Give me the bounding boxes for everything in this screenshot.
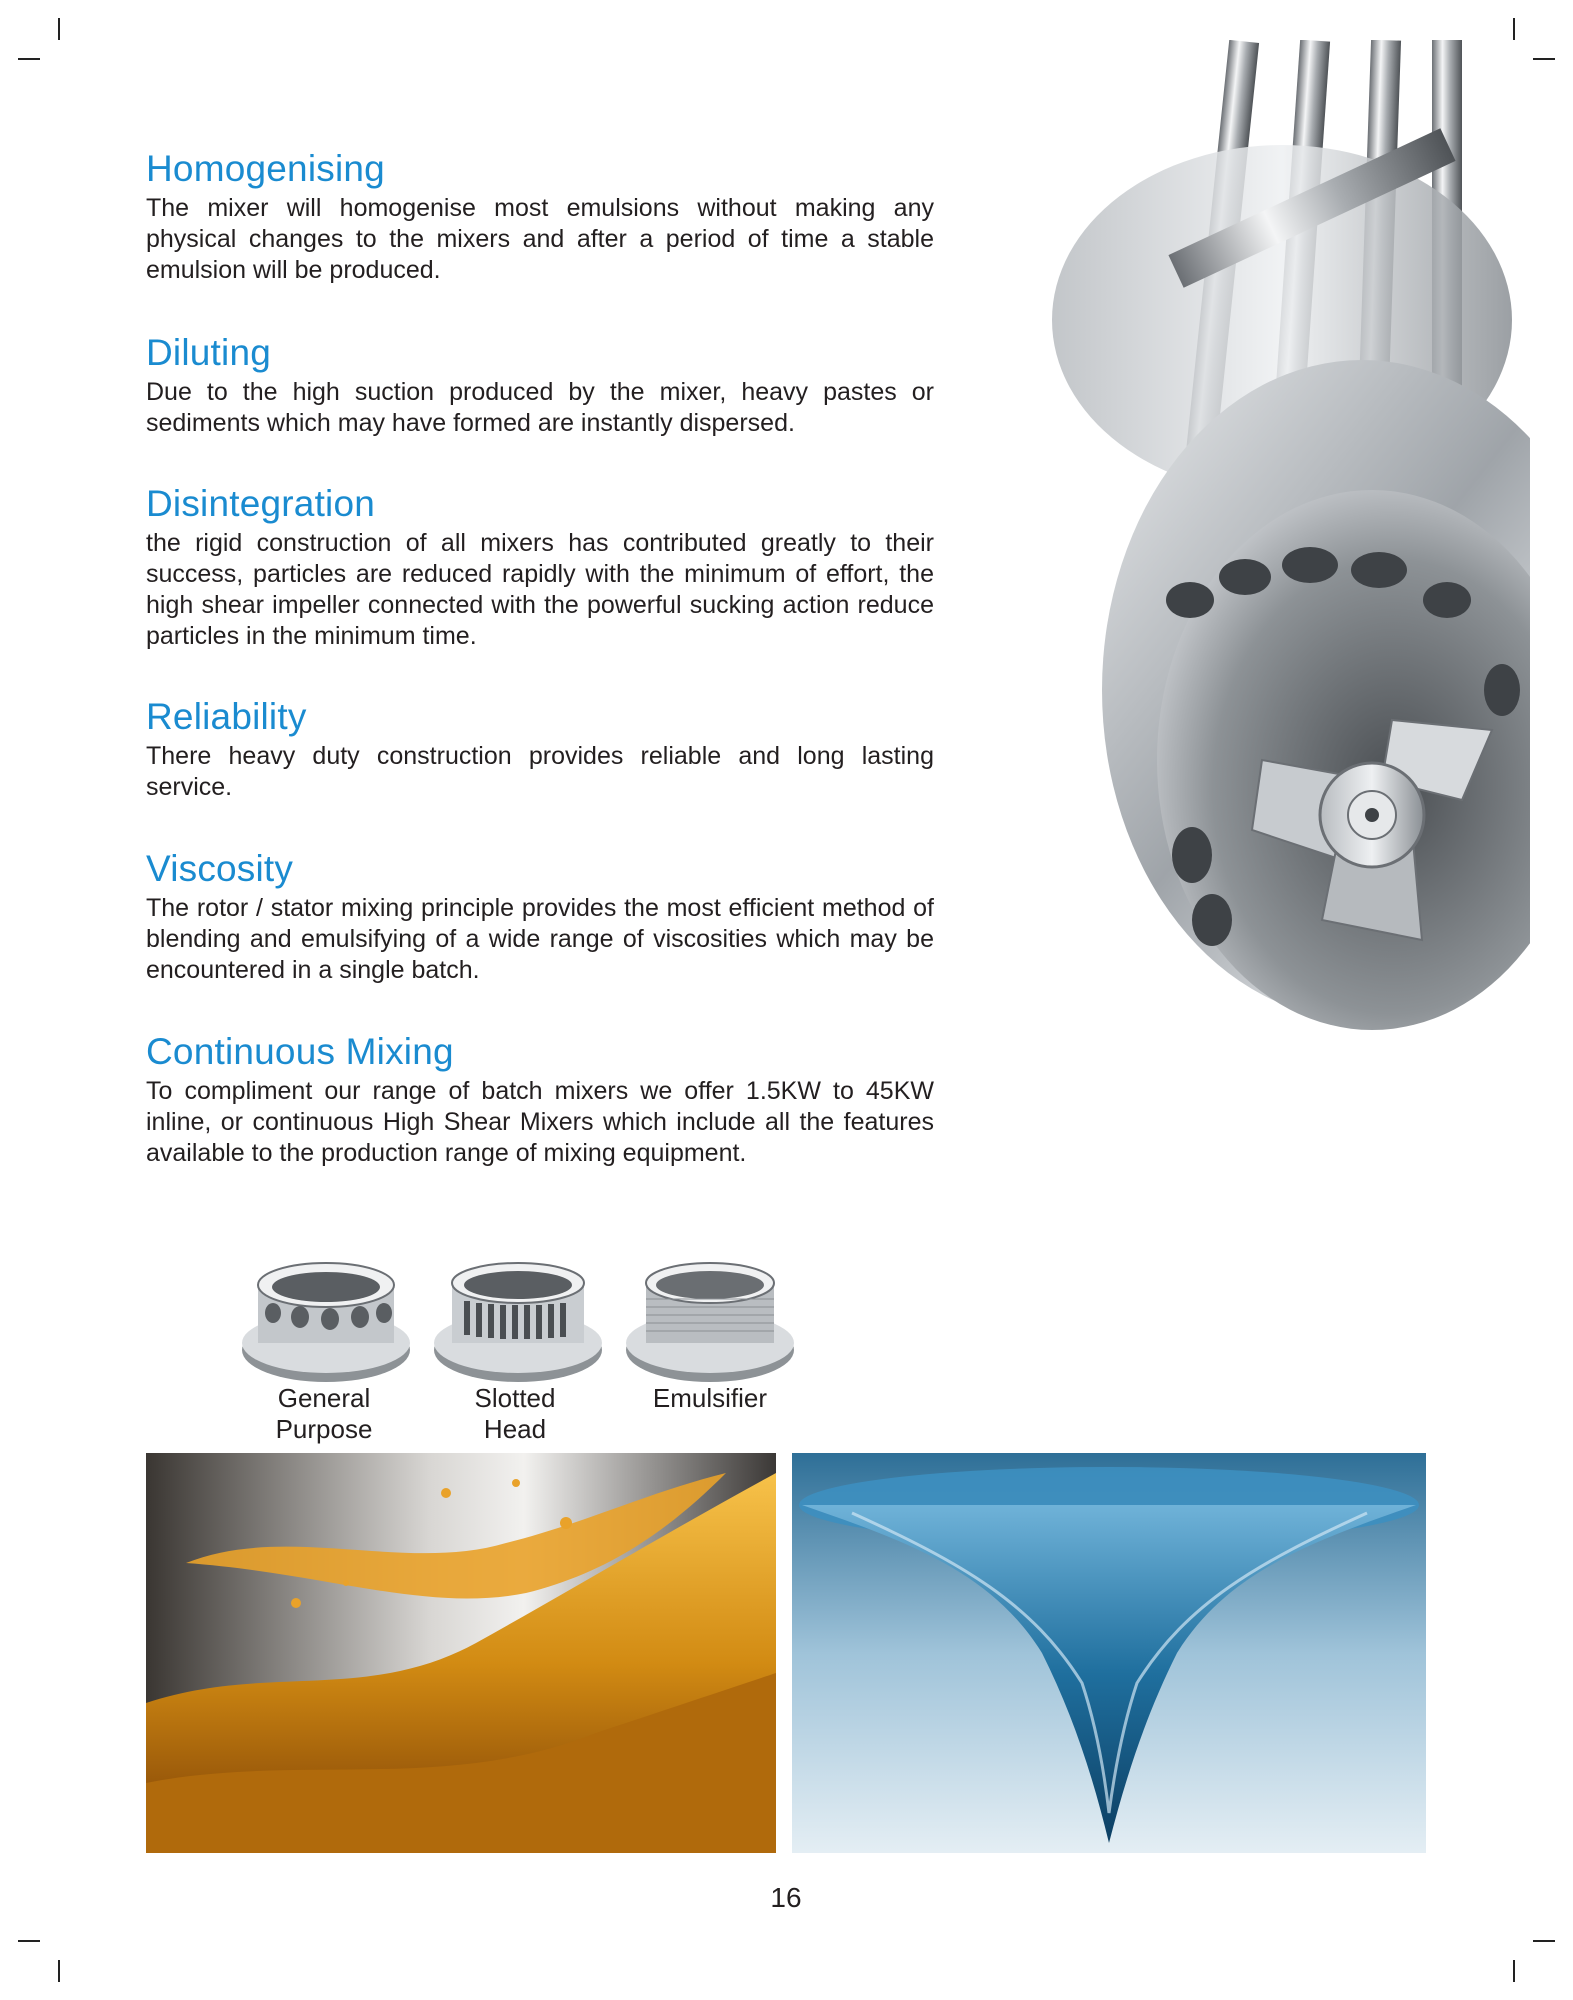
label-line: Slotted <box>474 1383 556 1413</box>
crop-mark <box>1513 1960 1515 1982</box>
section-reliability <box>146 697 934 803</box>
section-homogenising <box>146 149 934 286</box>
section-body: There heavy duty construction provides reliable and long lasting service. <box>146 742 934 801</box>
section-heading: Reliability <box>146 696 307 737</box>
label-line: Head <box>483 1414 547 1444</box>
label-line: Purpose <box>275 1414 373 1444</box>
general-purpose-label <box>244 1383 404 1445</box>
section-diluting <box>146 333 934 439</box>
crop-mark <box>1533 58 1555 60</box>
section-continuous-mixing <box>146 1032 934 1169</box>
slotted-head-image <box>430 1255 606 1385</box>
section-body: The mixer will homogenise most emulsions without making any physical changes to the mixers and after a period of time a stable emulsion will be produced. <box>146 194 934 284</box>
crop-mark <box>18 1940 40 1942</box>
general-purpose-head-image <box>238 1255 414 1385</box>
page-number: 16 <box>770 1882 802 1913</box>
label-line: General <box>277 1383 371 1413</box>
crop-mark <box>1513 18 1515 40</box>
section-disintegration <box>146 484 934 652</box>
crop-mark <box>18 58 40 60</box>
crop-mark <box>1533 1940 1555 1942</box>
section-body: The rotor / stator mixing principle provides the most efficient method of blending and emulsifying of a wide range of viscosities which may be encountered in a single batch. <box>146 894 934 984</box>
section-viscosity <box>146 849 934 986</box>
section-heading: Diluting <box>146 332 271 373</box>
mixer-head-image <box>962 40 1530 1040</box>
section-heading: Disintegration <box>146 483 376 524</box>
section-body: Due to the high suction produced by the mixer, heavy pastes or sediments which may have formed are instantly dispersed. <box>146 378 934 437</box>
oil-splash-image <box>146 1453 776 1853</box>
crop-mark <box>58 1960 60 1982</box>
section-heading: Viscosity <box>146 848 294 889</box>
section-heading: Continuous Mixing <box>146 1031 454 1072</box>
label-line: Emulsifier <box>652 1383 768 1413</box>
section-body: To compliment our range of batch mixers we offer 1.5KW to 45KW inline, or continuous High Shear Mixers which include all the features available to the production range of mixing equipment. <box>146 1077 934 1167</box>
slotted-head-label <box>435 1383 595 1445</box>
emulsifier-head-image <box>622 1255 798 1385</box>
section-heading: Homogenising <box>146 148 385 189</box>
emulsifier-label <box>630 1383 790 1414</box>
crop-mark <box>58 18 60 40</box>
water-vortex-image <box>792 1453 1426 1853</box>
section-body: the rigid construction of all mixers has contributed greatly to their success, particles are reduced rapidly with the minimum of effort, the high shear impeller connected with the powerful sucking action reduce particles in the minimum time. <box>146 529 934 650</box>
